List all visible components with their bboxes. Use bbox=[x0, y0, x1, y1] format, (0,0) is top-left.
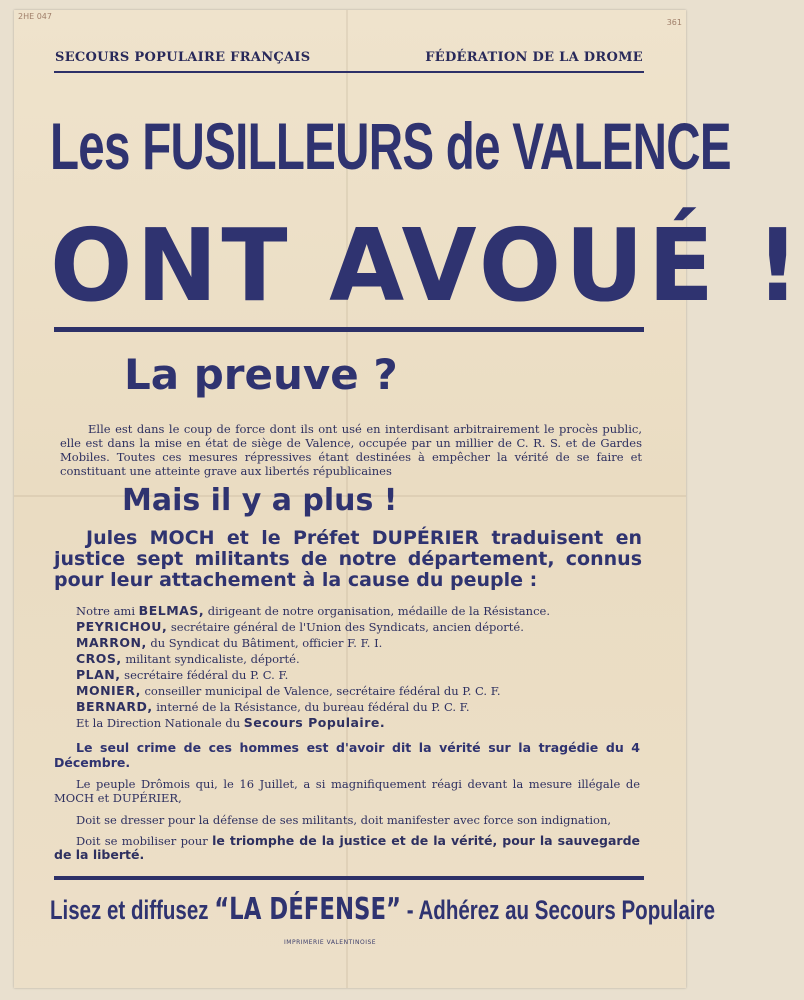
paragraph-peuple: Le peuple Drômois qui, le 16 Juillet, a si magnifiquement réagi devant la mesure illégale de MOCH et DUPÉRIER, bbox=[54, 777, 640, 805]
section-heading-plus: Mais il y a plus ! bbox=[122, 483, 398, 518]
militant-description: dirigeant de notre organisation, médaille de la Résistance. bbox=[204, 604, 550, 618]
militant-name: MONIER, bbox=[76, 683, 141, 698]
militant-name: PEYRICHOU, bbox=[76, 619, 168, 634]
paragraph-mobilisation bbox=[54, 834, 640, 862]
militant-prefix: Notre ami bbox=[76, 604, 139, 618]
militant-name: PLAN, bbox=[76, 667, 121, 682]
militant-name: MARRON, bbox=[76, 635, 147, 650]
headline-line-1: Les FUSILLEURS de VALENCE bbox=[50, 109, 731, 183]
list-item bbox=[76, 603, 646, 619]
militant-description: conseiller municipal de Valence, secrétaire fédéral du P. C. F. bbox=[140, 684, 501, 698]
header-federation: FÉDÉRATION DE LA DROME bbox=[425, 50, 643, 65]
list-item bbox=[76, 699, 646, 715]
headline-line-2: ONT AVOUÉ ! bbox=[50, 207, 804, 324]
paragraph-defense: Doit se dresser pour la défense de ses militants, doit manifester avec force son indignation, bbox=[76, 813, 612, 827]
footer-slogan bbox=[50, 892, 715, 927]
subtitle-question: La preuve ? bbox=[124, 350, 398, 399]
militants-list bbox=[76, 603, 646, 731]
militant-name: BERNARD, bbox=[76, 699, 153, 714]
militant-description: interné de la Résistance, du bureau fédéral du P. C. F. bbox=[152, 700, 470, 714]
list-item bbox=[76, 651, 646, 667]
headline-rule bbox=[54, 327, 644, 332]
list-item bbox=[76, 667, 646, 683]
archive-pencil-note: 2HE 047 bbox=[18, 12, 52, 21]
militant-name: CROS, bbox=[76, 651, 122, 666]
mobilisation-slogan: le triomphe de la justice et de la vérité, pour la sauvegarde de la liberté. bbox=[54, 833, 640, 862]
archive-number: 361 bbox=[666, 18, 682, 27]
militant-description: secrétaire général de l'Union des Syndicats, ancien déporté. bbox=[167, 620, 524, 634]
militant-name: Secours Populaire. bbox=[243, 715, 386, 730]
militant-description: militant syndicaliste, déporté. bbox=[121, 652, 300, 666]
header-rule bbox=[54, 71, 644, 73]
list-item bbox=[76, 683, 646, 699]
mobilisation-intro: Doit se mobiliser pour bbox=[76, 834, 213, 848]
footer-read: Lisez et diffusez bbox=[50, 895, 215, 925]
list-item bbox=[76, 635, 646, 651]
header-organization: SECOURS POPULAIRE FRANÇAIS bbox=[55, 50, 311, 65]
footer-rule bbox=[54, 876, 644, 880]
footer-newspaper: “LA DÉFENSE” bbox=[214, 892, 402, 927]
militant-name: BELMAS, bbox=[138, 603, 205, 618]
militant-prefix: Et la Direction Nationale du bbox=[76, 716, 244, 730]
militant-description: secrétaire fédéral du P. C. F. bbox=[120, 668, 289, 682]
list-item bbox=[76, 715, 646, 731]
lead-paragraph: Jules MOCH et le Préfet DUPÉRIER traduisent en justice sept militants de notre département, connus pour leur attachement à la cause du peuple : bbox=[54, 527, 642, 591]
intro-paragraph: Elle est dans le coup de force dont ils ont usé en interdisant arbitrairement le procès public, elle est dans la mise en état de siège de Valence, occupée par un millier de C. R. S. et de Gardes Mobiles. Toutes ces mesures répressives étant destinées à empêcher la vérité de se faire et constituant une atteinte grave aux libertés républicaines bbox=[60, 422, 642, 478]
list-item bbox=[76, 619, 646, 635]
footer-join: - Adhérez au Secours Populaire bbox=[401, 895, 715, 925]
militant-description: du Syndicat du Bâtiment, officier F. F. I. bbox=[146, 636, 383, 650]
printer-imprint: IMPRIMERIE VALENTINOISE bbox=[284, 939, 377, 946]
crime-statement: Le seul crime de ces hommes est d'avoir dit la vérité sur la tragédie du 4 Décembre. bbox=[54, 740, 640, 770]
